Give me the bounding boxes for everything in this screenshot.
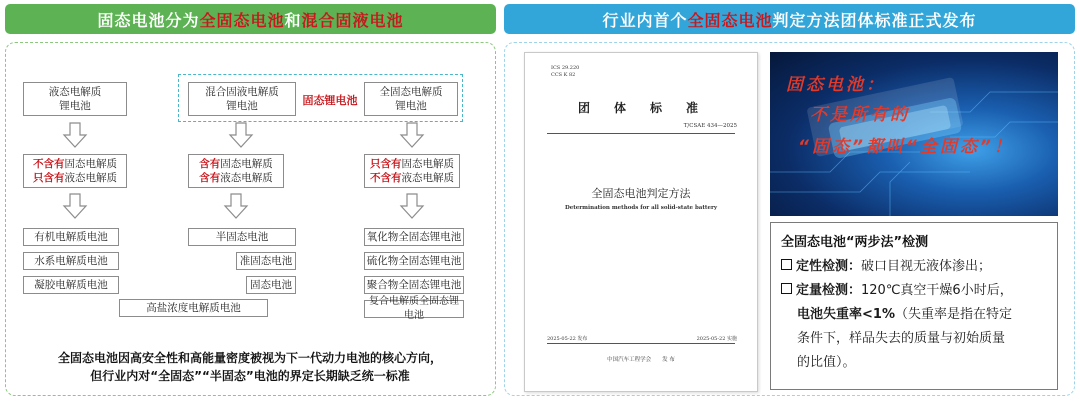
method-title: 全固态电池“两步法”检测 bbox=[781, 235, 929, 250]
left-banner-highlight2: 混合固液电池 bbox=[301, 10, 404, 30]
doc-title-cn: 全固态电池判定方法 bbox=[591, 187, 691, 200]
col3-top-line2: 锂电池 bbox=[395, 100, 427, 112]
doc-number: T/CSAE 434—2025 bbox=[683, 123, 737, 129]
col3-top-line1: 全固态电解质 bbox=[379, 86, 443, 98]
weight-loss-def2: 条件下，样品失去的质量与初始质量 bbox=[797, 331, 1006, 346]
col1-mid-rest2: 液态电解质 bbox=[64, 172, 117, 184]
standard-document-cover bbox=[524, 52, 758, 392]
col3-mid-line2 bbox=[370, 171, 454, 185]
slogan-line2: 不是所有的 bbox=[810, 105, 910, 125]
doc-standard-type: 团 体 标 准 bbox=[577, 101, 704, 115]
col1-mid-red2: 只含有 bbox=[33, 172, 65, 184]
quantitative-row bbox=[781, 279, 1047, 303]
doc-title-en: Determination methods for all solid-state battery bbox=[564, 205, 718, 211]
col3-mid-line1 bbox=[370, 157, 454, 171]
battery-tech-image bbox=[770, 52, 1058, 216]
weight-loss-def3: 的比值）。 bbox=[797, 355, 856, 370]
high-salt-electrolyte-box: 高盐浓度电解质电池 bbox=[119, 299, 268, 317]
doc-issue-date: 2025-05-22 发布 bbox=[547, 336, 588, 342]
left-banner-part1: 固态电池分为 bbox=[97, 10, 200, 30]
left-caption-line1: 全固态电池因高安全性和高能量密度被视为下一代动力电池的核心方向， bbox=[57, 351, 442, 365]
left-banner-highlight1: 全固态电池 bbox=[199, 10, 285, 30]
down-arrow-icon bbox=[399, 193, 425, 219]
solid-state-battery-box: 固态电池 bbox=[246, 276, 296, 294]
quantitative-text: 120℃真空干燥6小时后， bbox=[861, 283, 1013, 298]
col3-mid-red1: 只含有 bbox=[370, 158, 402, 170]
slogan-line1: 固态电池： bbox=[786, 75, 886, 95]
checkbox-icon bbox=[781, 259, 792, 270]
liquid-electrolyte-box bbox=[23, 82, 127, 116]
solid-state-label: 固态锂电池 bbox=[302, 94, 358, 107]
col2-top-line2: 锂电池 bbox=[226, 100, 258, 112]
qualitative-label: 定性检测： bbox=[796, 259, 862, 274]
weight-loss-text bbox=[781, 303, 1047, 375]
doc-impl-date: 2025-05-22 实施 bbox=[696, 336, 737, 342]
quantitative-label: 定量检测： bbox=[796, 283, 862, 298]
col3-mid-red2: 不含有 bbox=[370, 172, 402, 184]
down-arrow-icon bbox=[228, 122, 254, 148]
col1-top-line1: 液态电解质 bbox=[48, 86, 102, 98]
col3-mid-rest1: 固态电解质 bbox=[401, 158, 454, 170]
col1-mid-line1 bbox=[33, 157, 117, 171]
col2-mid-line2 bbox=[199, 171, 273, 185]
doc-top-rule bbox=[547, 133, 735, 134]
left-banner-part3: 和 bbox=[284, 10, 302, 30]
down-arrow-icon bbox=[62, 193, 88, 219]
col1-top-line2: 锂电池 bbox=[59, 100, 91, 112]
col2-top-line1: 混合固液电解质 bbox=[205, 86, 279, 98]
down-arrow-icon bbox=[399, 122, 425, 148]
doc-ics-code: ICS 29.220 bbox=[551, 65, 580, 71]
polymer-solid-box: 聚合物全固态锂电池 bbox=[364, 276, 464, 294]
organic-electrolyte-box: 有机电解质电池 bbox=[23, 228, 119, 246]
aqueous-electrolyte-box: 水系电解质电池 bbox=[23, 252, 119, 270]
col2-mid-rest1: 固态电解质 bbox=[220, 158, 273, 170]
checkbox-icon bbox=[781, 283, 792, 294]
weight-loss-def1: （失重率是指在特定 bbox=[894, 307, 1012, 322]
right-banner-part1: 行业内首个 bbox=[602, 10, 688, 30]
quasi-solid-box: 准固态电池 bbox=[236, 252, 296, 270]
qualitative-row bbox=[781, 255, 1047, 279]
all-solid-electrolyte-box bbox=[364, 82, 458, 116]
col2-mid-rest2: 液态电解质 bbox=[220, 172, 273, 184]
sulfide-solid-box: 硫化物全固态锂电池 bbox=[364, 252, 464, 270]
doc-ccs-code: CCS K 82 bbox=[551, 72, 576, 78]
col3-mid-rest2: 液态电解质 bbox=[401, 172, 454, 184]
composite-solid-box: 复合电解质全固态锂电池 bbox=[364, 300, 464, 318]
col1-composition-box bbox=[23, 154, 127, 188]
oxide-solid-box: 氧化物全固态锂电池 bbox=[364, 228, 464, 246]
col2-composition-box bbox=[188, 154, 284, 188]
hybrid-electrolyte-box bbox=[188, 82, 296, 116]
left-banner bbox=[5, 4, 496, 34]
doc-bottom-rule bbox=[547, 343, 735, 344]
two-step-method-box bbox=[770, 222, 1058, 390]
doc-publisher: 中国汽车工程学会 发 布 bbox=[607, 357, 675, 363]
col1-mid-red1: 不含有 bbox=[33, 158, 65, 170]
qualitative-text: 破口目视无液体渗出； bbox=[861, 259, 992, 274]
col2-mid-red2: 含有 bbox=[199, 172, 221, 184]
gel-electrolyte-box: 凝胶电解质电池 bbox=[23, 276, 119, 294]
down-arrow-icon bbox=[62, 122, 88, 148]
right-banner-part3: 判定方法团体标准正式发布 bbox=[772, 10, 977, 30]
left-caption bbox=[10, 349, 490, 385]
right-banner bbox=[504, 4, 1075, 34]
right-banner-highlight: 全固态电池 bbox=[687, 10, 773, 30]
col2-mid-red1: 含有 bbox=[199, 158, 221, 170]
weight-loss-bold: 电池失重率<1% bbox=[797, 307, 895, 322]
slogan-line3: “固态”都叫“全固态”！ bbox=[798, 137, 1014, 157]
col1-mid-line2 bbox=[33, 171, 117, 185]
col2-mid-line1 bbox=[199, 157, 273, 171]
col3-composition-box bbox=[364, 154, 460, 188]
down-arrow-icon bbox=[223, 193, 249, 219]
col1-mid-rest1: 固态电解质 bbox=[64, 158, 117, 170]
semi-solid-box: 半固态电池 bbox=[188, 228, 296, 246]
left-caption-line2: 但行业内对“全固态”“半固态”电池的界定长期缺乏统一标准 bbox=[90, 369, 410, 383]
